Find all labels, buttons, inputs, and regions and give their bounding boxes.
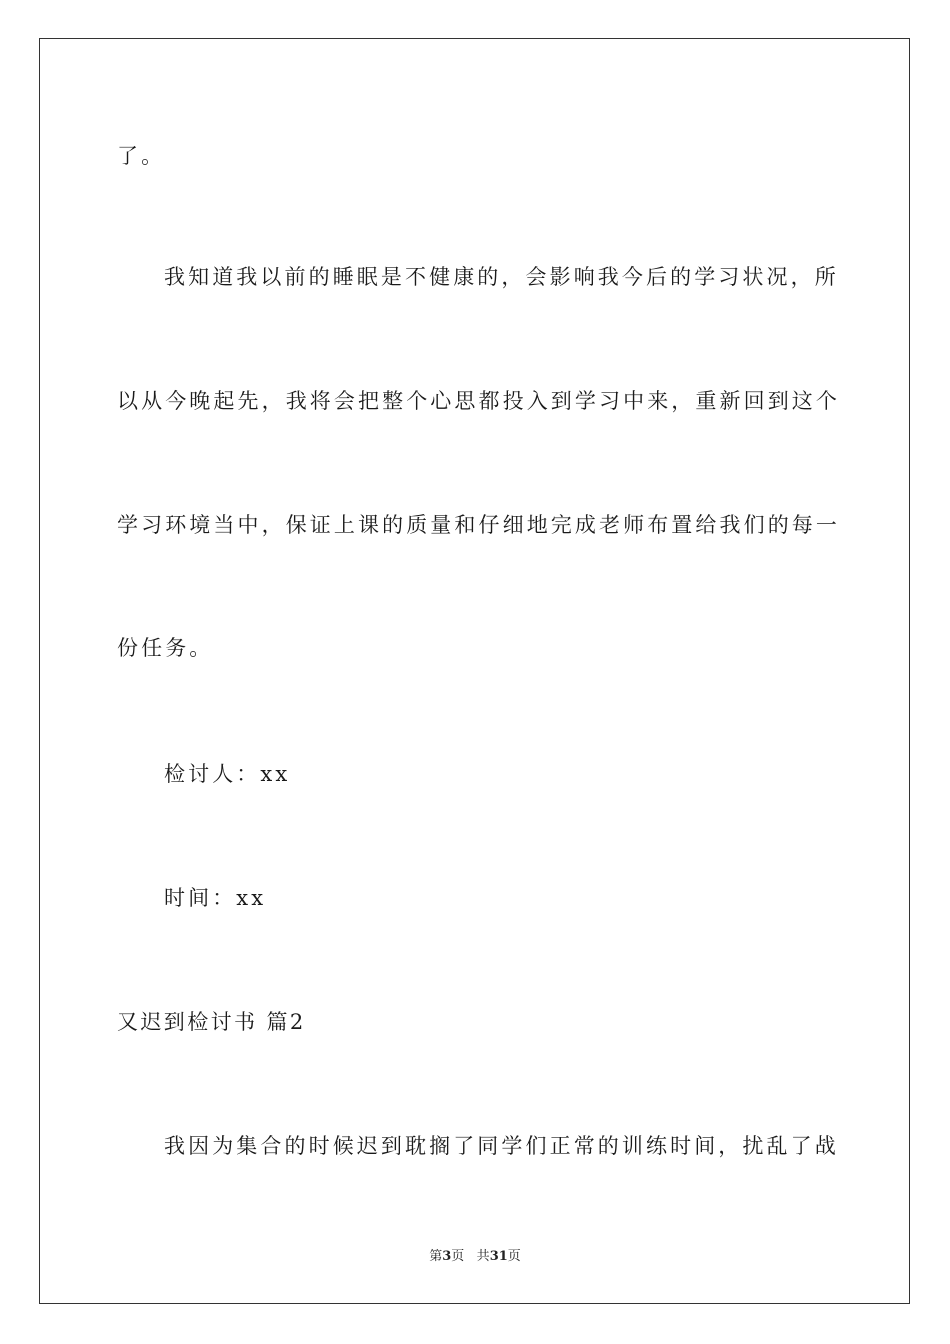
paragraph-line-4: 份任务。 bbox=[117, 636, 214, 660]
footer-page-prefix: 第 bbox=[429, 1249, 443, 1264]
paragraph-line-1: 我知道我以前的睡眠是不健康的，会影响我今后的学习状况，所 bbox=[164, 265, 839, 289]
paragraph-line-3: 学习环境当中，保证上课的质量和仔细地完成老师布置给我们的每一 bbox=[117, 513, 840, 537]
page-footer bbox=[0, 1249, 950, 1265]
page-frame bbox=[39, 38, 910, 1304]
footer-page-number: 3 bbox=[442, 1249, 452, 1264]
footer-total-pages: 31 bbox=[489, 1249, 508, 1264]
paragraph-line-2: 以从今晚起先，我将会把整个心思都投入到学习中来，重新回到这个 bbox=[117, 389, 840, 413]
text-line-continuation: 了。 bbox=[117, 144, 166, 168]
footer-total-prefix: 共 bbox=[476, 1249, 490, 1264]
signature-line: 检讨人：xx bbox=[164, 762, 291, 786]
date-line: 时间：xx bbox=[164, 886, 267, 910]
footer-page-suffix: 页 bbox=[451, 1249, 465, 1264]
paragraph-line-5: 我因为集合的时候迟到耽搁了同学们正常的训练时间，扰乱了战 bbox=[164, 1134, 839, 1158]
footer-total-suffix: 页 bbox=[507, 1249, 521, 1264]
section-heading: 又迟到检讨书 篇2 bbox=[117, 1010, 306, 1034]
